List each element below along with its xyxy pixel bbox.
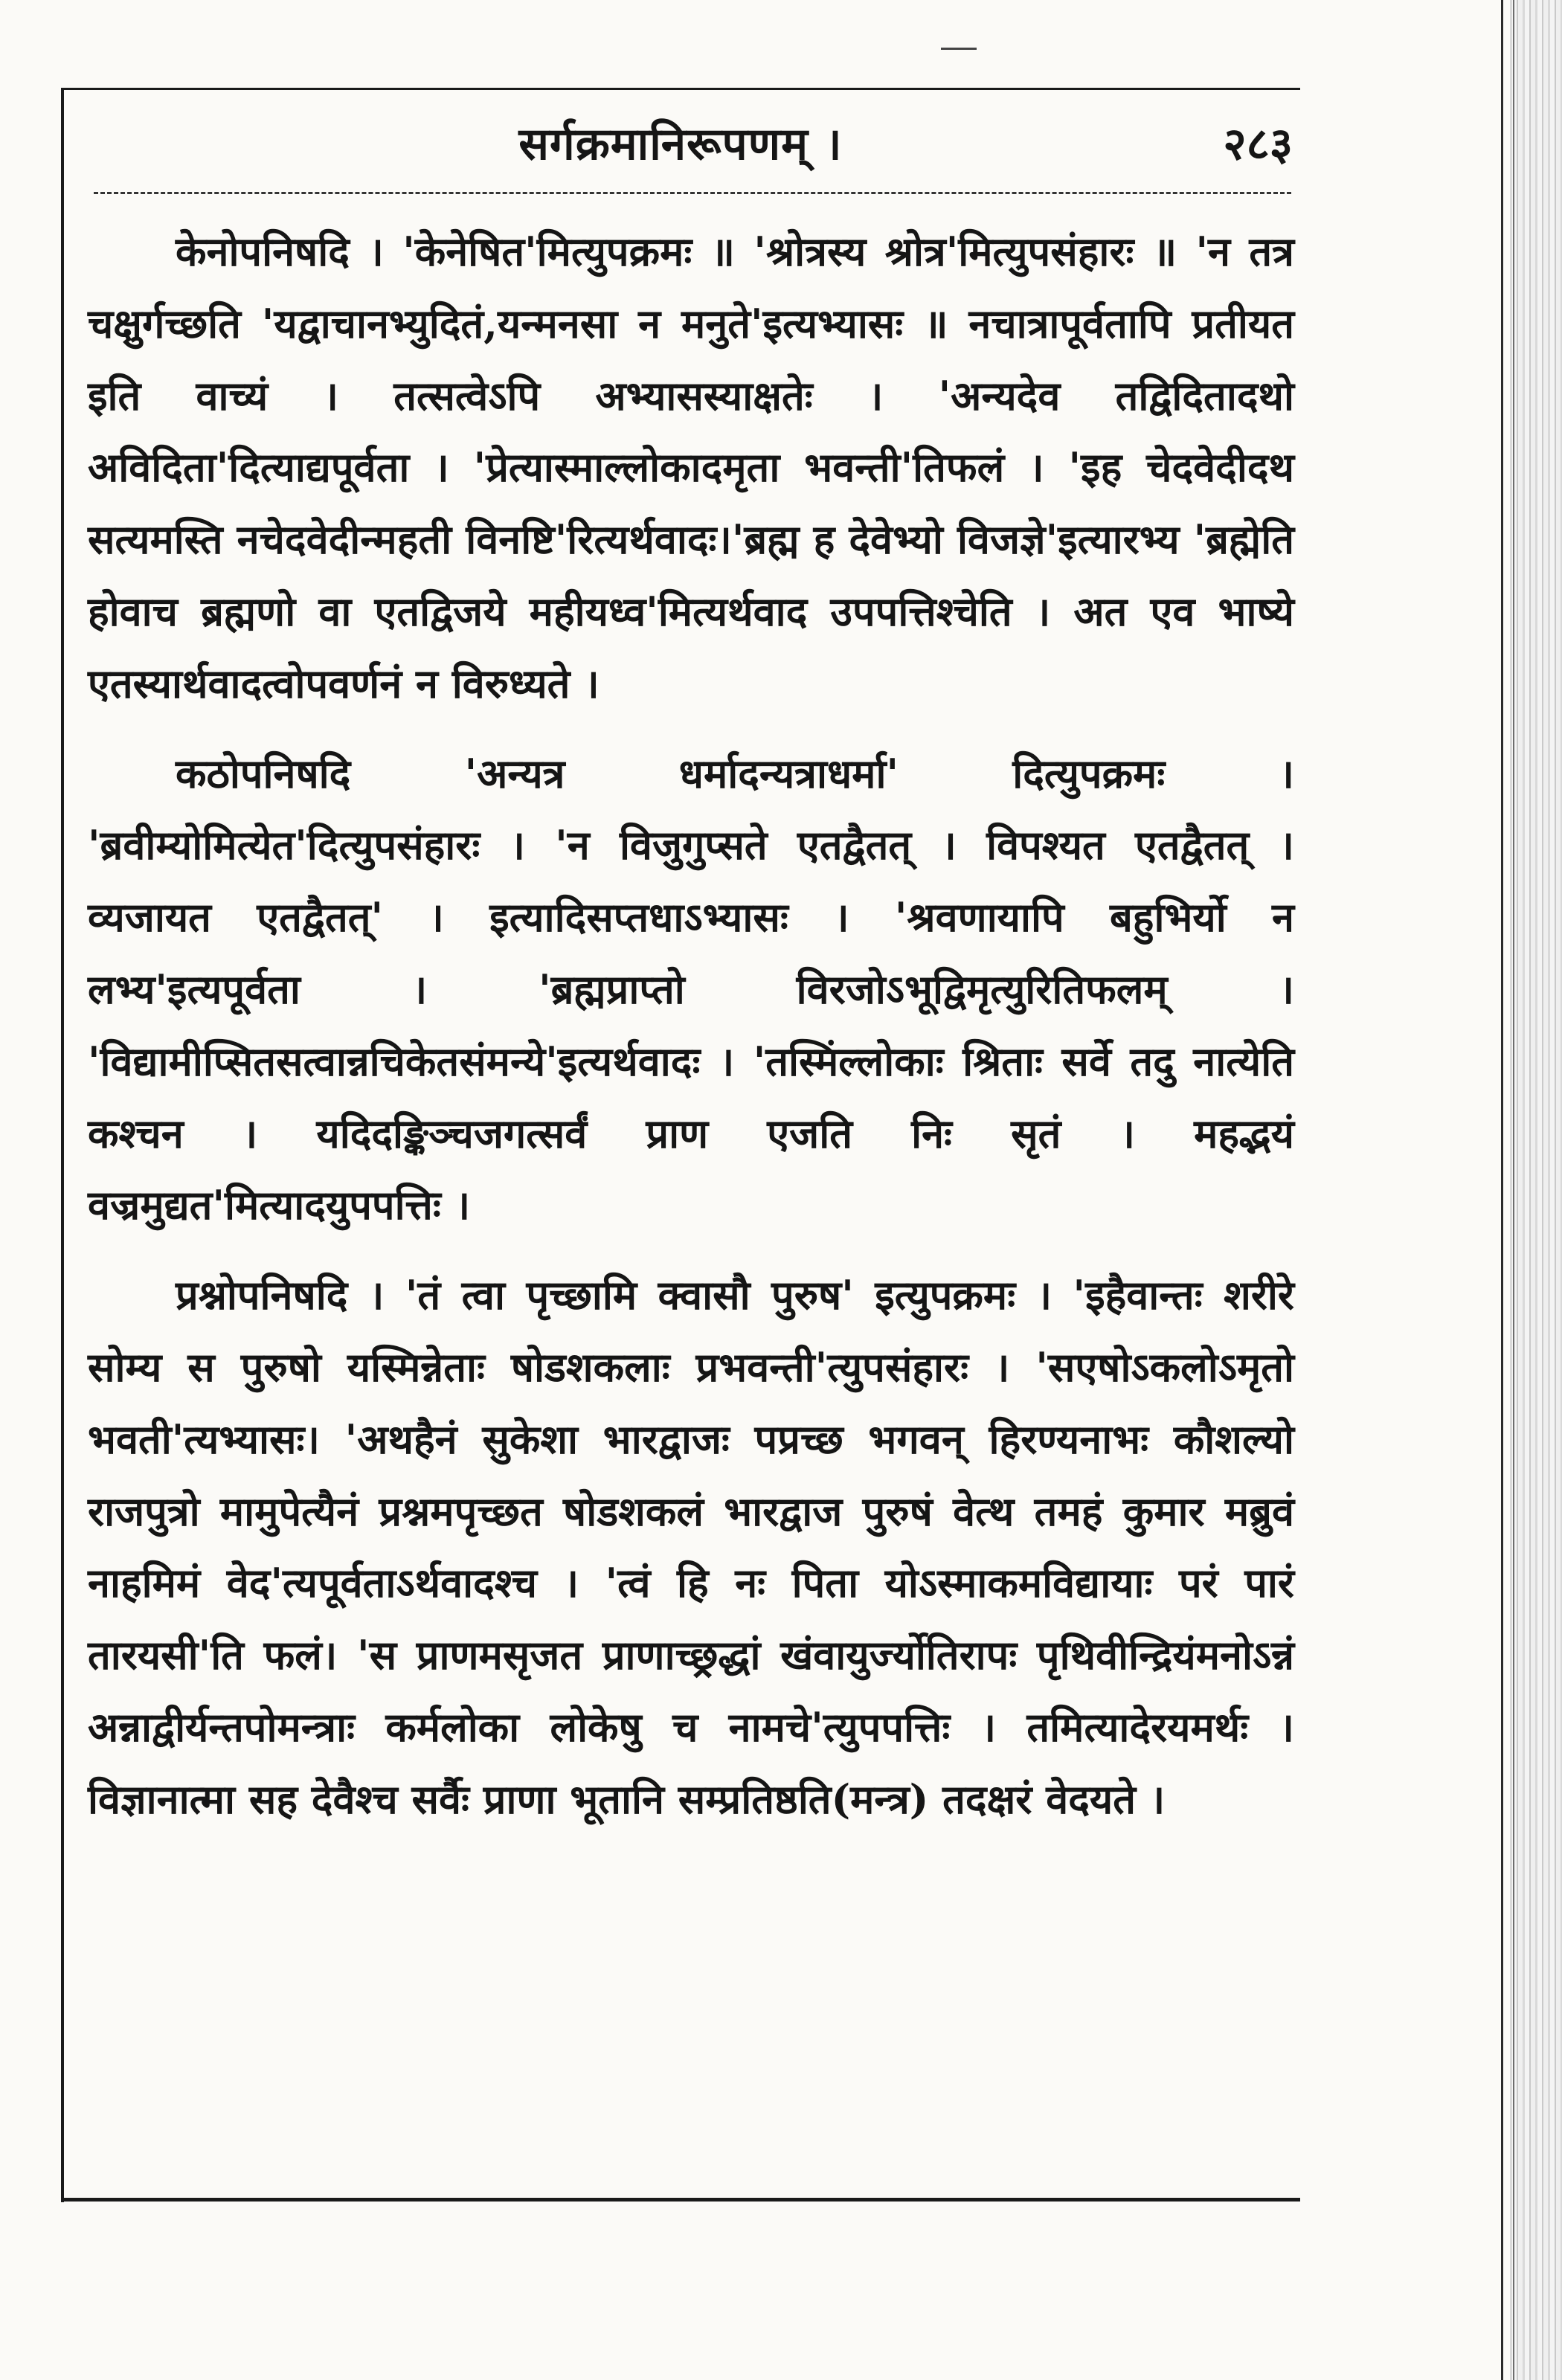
paragraph-katha: कठोपनिषदि 'अन्यत्र धर्मादन्यत्राधर्मा' दित्युपक्रमः । 'ब्रवीम्योमित्येत'दित्युपसंहारः । 'न विजुगुप्सते एतद्वैतत् । विपश्यत एतद्वैतत् । व्यजायत एतद्वैतत्' । इत्यादिसप्तधाऽभ्यासः । 'श्रवणायापि बहुभिर्यो न लभ्य'इत्यपूर्वता । 'ब्रह्मप्राप्तो विरजोऽभूद्विमृत्युरितिफलम् । 'विद्यामीप्सितसत्वान्नचिकेतसंमन्ये'इत्यर्थवादः । 'तस्मिंल्लोकाः श्रिताः सर्वे तदु नात्येति कश्चन । यदिदङ्किञ्चजगत्सर्वं प्राण एजति निः सृतं । महद्भयं वज्रमुद्यत'मित्यादयुपपत्तिः । [88, 749, 1294, 1229]
paragraph-kena: केनोपनिषदि । 'केनेषित'मित्युपक्रमः ॥ 'श्रोत्रस्य श्रोत्र'मित्युपसंहारः ॥ 'न तत्र चक्षुर्गच्छति 'यद्वाचानभ्युदितं,यन्मनसा न मनुते'इत्यभ्यासः ॥ नचात्रापूर्वतापि प्रतीयत इति वाच्यं । तत्सत्वेऽपि अभ्यासस्याक्षतेः । 'अन्यदेव तद्विदितादथो अविदिता'दित्याद्यपूर्वता । 'प्रेत्यास्माल्लोकादमृता भवन्ती'तिफलं । 'इह चेदवेदीदथ सत्यमस्ति नचेदवेदीन्महती विनष्टि'रित्यर्थवादः।'ब्रह्म ह देवेभ्यो विजज्ञे'इत्यारभ्य 'ब्रह्मेति होवाच ब्रह्मणो वा एतद्विजये महीयध्व'मित्यर्थवाद उपपत्तिश्चेति । अत एव भाष्ये एतस्यार्थवादत्वोपवर्णनं न विरुध्यते । [88, 228, 1294, 707]
body-text [88, 216, 1294, 1836]
page-header [61, 112, 1300, 193]
scan-edge-line [1501, 0, 1503, 2380]
page-number: २८३ [1223, 118, 1293, 170]
footer-rule [61, 2198, 1300, 2202]
scan-mark [941, 48, 977, 50]
running-title: सर्गक्रमानिरूपणम् । [518, 118, 843, 170]
header-divider [94, 192, 1291, 194]
scan-edge [1510, 0, 1562, 2380]
scan-edge-line [1513, 0, 1514, 2380]
paragraph-prashna: प्रश्नोपनिषदि । 'तं त्वा पृच्छामि क्वासौ पुरुष' इत्युपक्रमः । 'इहैवान्तः शरीरे सोम्य स पुरुषो यस्मिन्नेताः षोडशकलाः प्रभवन्ती'त्युपसंहारः । 'सएषोऽकलोऽमृतो भवती'त्यभ्यासः। 'अथहैनं सुकेशा भारद्वाजः पप्रच्छ भगवन् हिरण्यनाभः कौशल्यो राजपुत्रो मामुपेत्यैनं प्रश्नमपृच्छत षोडशकलं भारद्वाज पुरुषं वेत्थ तमहं कुमार मब्रुवं नाहमिमं वेद'त्यपूर्वताऽर्थवादश्च । 'त्वं हि नः पिता योऽस्माकमविद्यायाः परं पारं तारयसी'ति फलं। 'स प्राणमसृजत प्राणाच्छ्रद्धां खंवायुर्ज्योतिरापः पृथिवीन्द्रियंमनोऽन्नं अन्नाद्वीर्यन्तपोमन्त्राः कर्मलोका लोकेषु च नामचे'त्युपपत्तिः । तमित्यादेरयमर्थः । विज्ञानात्मा सह देवैश्च सर्वैः प्राणा भूतानि सम्प्रतिष्ठति(मन्त्र) तदक्षरं वेदयते । [88, 1271, 1294, 1823]
